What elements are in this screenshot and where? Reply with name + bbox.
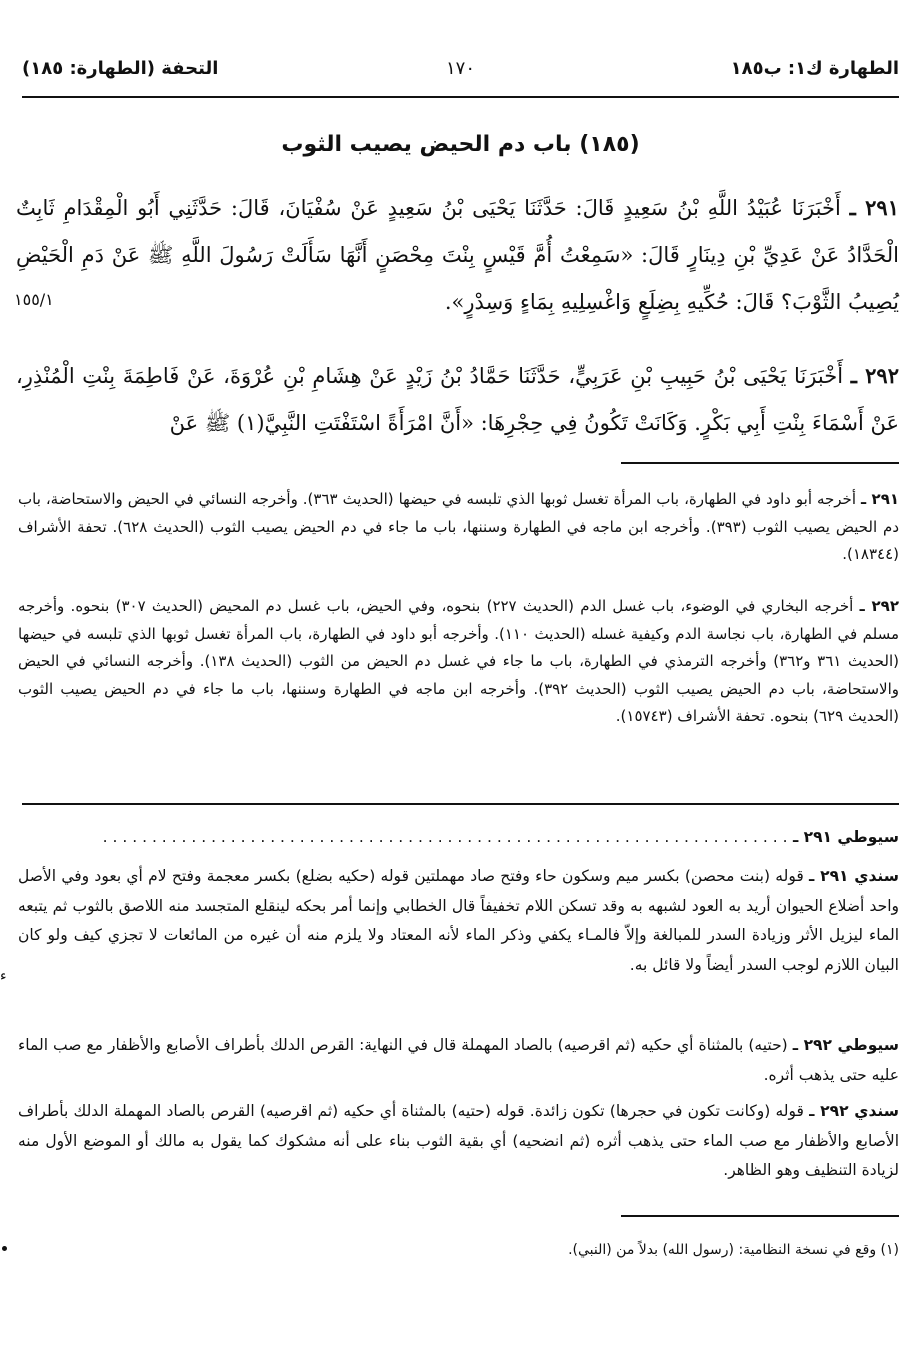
hadith-number: ٢٩٢ ـ — [850, 363, 899, 388]
edge-mark: ﺀ — [0, 968, 7, 984]
hadith-text: أَخْبَرَنَا يَحْيَى بْنُ حَبِيبِ بْنِ عَرَبِيٍّ، حَدَّثَنَا حَمَّادُ بْنُ زَيْدٍ عَنْ هِشَامِ بْنِ عُرْوَةَ، عَنْ فَاطِمَةَ بِنْتِ الْمُنْذِرِ، عَنْ أَسْمَاءَ بِنْتِ أَبِي بَكْرٍ. وَكَانَتْ تَكُونُ فِي حِجْرِهَا: «أَنَّ امْرَأَةً اسْتَفْتَتِ النَّبِيَّ(١) ﷺ عَنْ — [16, 364, 899, 435]
hadith-292 — [16, 352, 899, 447]
header-tuhfa-ref: التحفة (الطهارة: ١٨٥) — [22, 58, 219, 79]
note-text: أخرجه البخاري في الوضوء، باب غسل الدم (الحديث ٢٢٧) بنحوه، وفي الحيض، باب غسل دم المحيض (الحديث ٣٠٧) بنحوه. وأخرجه مسلم في الطهارة، باب نجاسة الدم وكيفية غسله (الحديث ١١٠). وأخرجه أبو داود في الطهارة، باب المرأة تغسل ثوبها الذي تلبسه في حيضها (الحديث ٣٦١ و٣٦٢) وأخرجه الترمذي في الطهارة، باب ما جاء في غسل دم الحيض من الثوب (الحديث ١٣٨). وأخرجه النسائي في الحيض والاستحاضة، باب دم الحيض يصيب الثوب (الحديث ٣٩٢). وأخرجه ابن ماجه في الطهارة وسننها، باب ما جاء في دم الحيض يصيب الثوب (الحديث ٦٢٩) بنحوه. تحفة الأشراف (١٥٧٤٣). — [18, 597, 900, 725]
takhrij-note-291 — [18, 486, 899, 569]
commentary-heading — [22, 822, 899, 852]
commentary-entry — [18, 862, 899, 980]
commentary-heading-dots: . . . . . . . . . . . . . . . . . . . . . . . . . . . . . . . . . . . . . . . . . . . . . . . . . . . . . . . . . . . . . . . . . . . . . . — [102, 828, 788, 846]
page-number: ١٧٠ — [445, 58, 475, 79]
commentary-entry — [18, 1031, 899, 1090]
header-divider — [22, 96, 899, 98]
commentary-divider — [22, 803, 899, 805]
footnote: (١) وقع في نسخة النظامية: (رسول الله) بدلاً من (النبي). — [568, 1242, 899, 1258]
note-text: أخرجه أبو داود في الطهارة، باب المرأة تغسل ثوبها الذي تلبسه في حيضها (الحديث ٣٦٣). وأخرجه النسائي في الحيض والاستحاضة، باب دم الحيض يصيب الثوب (٣٩٣). وأخرجه ابن ماجه في الطهارة وسننها، باب ما جاء في دم الحيض يصيب الثوب (الحديث ٦٢٨). تحفة الأشراف (١٨٣٤٤). — [18, 490, 899, 563]
commentary-entry — [18, 1097, 899, 1186]
takhrij-note-292 — [18, 593, 899, 731]
footnote-divider — [621, 1215, 899, 1217]
chapter-title: (١٨٥) باب دم الحيض يصيب الثوب — [281, 132, 640, 157]
hadith-text: أَخْبَرَنَا عُبَيْدُ اللَّهِ بْنُ سَعِيدٍ قَالَ: حَدَّثَنَا يَحْيَى بْنُ سَعِيدٍ عَنْ سُفْيَانَ، قَالَ: حَدَّثَنِي أَبُو الْمِقْدَامِ ثَابِتٌ الْحَدَّادُ عَنْ عَدِيِّ بْنِ دِينَارٍ قَالَ: «سَمِعْتُ أُمَّ قَيْسٍ بِنْتَ مِحْصَنٍ أَنَّهَا سَأَلَتْ رَسُولَ اللَّهِ ﷺ عَنْ دَمِ الْحَيْضِ يُصِيبُ الثَّوْبَ؟ قَالَ: حُكِّيهِ بِضِلَعٍ وَاغْسِلِيهِ بِمَاءٍ وَسِدْرٍ». — [16, 196, 899, 314]
commentary-text: قوله (وكانت تكون في حجرها) تكون زائدة. قوله (حتيه) بالمثناة أي حكيه (ثم اقرصيه) القرص بالصاد المهملة الدلك بأطراف الأصابع والأظفار مع صب الماء حتى يذهب أثره (ثم انضحيه) أي بقية الثوب بناء على أنه مشكوك كما يقول به مالك أو الموضع الأول منه لزيادة التنظيف وهو الظاهر. — [18, 1102, 899, 1179]
commentary-text: قوله (بنت محصن) بكسر ميم وسكون حاء وفتح صاد مهملتين قوله (حكيه بضلع) بكسر معجمة وفتح لام أي بعود وفي الأصل واحد أضلاع الحيوان أريد به العود لشبهه به وقد تسكن اللام تخفيفاً قال الخطابي وإنما أمر بحكه لينقلع المتجسد منه اللاصق بالثوب ثم يتبعه الماء ليزيل الأثر وزيادة السدر للمبالغة وإلاّ فالمـاء يكفي وذكر الماء لأنه المعتاد ولا يلزم منه أن غيره من المائعات لا تجزي كيف ولو كان البيان اللازم لوجب السدر أيضاً ولا قائل به. — [18, 867, 899, 974]
hadith-291 — [16, 184, 899, 326]
commentary-label: سندي ٢٩١ ـ — [809, 867, 899, 885]
scan-dot — [2, 1246, 7, 1251]
commentary-heading-label: سيوطي ٢٩١ ـ — [792, 828, 899, 846]
commentary-text: (حتيه) بالمثناة أي حكيه (ثم اقرصيه) بالصاد المهملة قال في النهاية: القرص الدلك بأطراف الأصابع والأظفار مع صب الماء عليه حتى يذهب أثره. — [18, 1036, 899, 1084]
notes-divider — [621, 462, 899, 464]
header-section-ref: الطهارة ك١: ب١٨٥ — [730, 58, 899, 79]
running-header — [22, 58, 899, 88]
note-number: ٢٩١ ـ — [860, 490, 900, 508]
margin-reference: ١٥٥/١ — [14, 290, 54, 309]
commentary-label: سندي ٢٩٢ ـ — [809, 1102, 899, 1120]
hadith-number: ٢٩١ ـ — [849, 195, 899, 220]
note-number: ٢٩٢ ـ — [859, 597, 899, 615]
commentary-label: سيوطي ٢٩٢ ـ — [792, 1036, 900, 1054]
